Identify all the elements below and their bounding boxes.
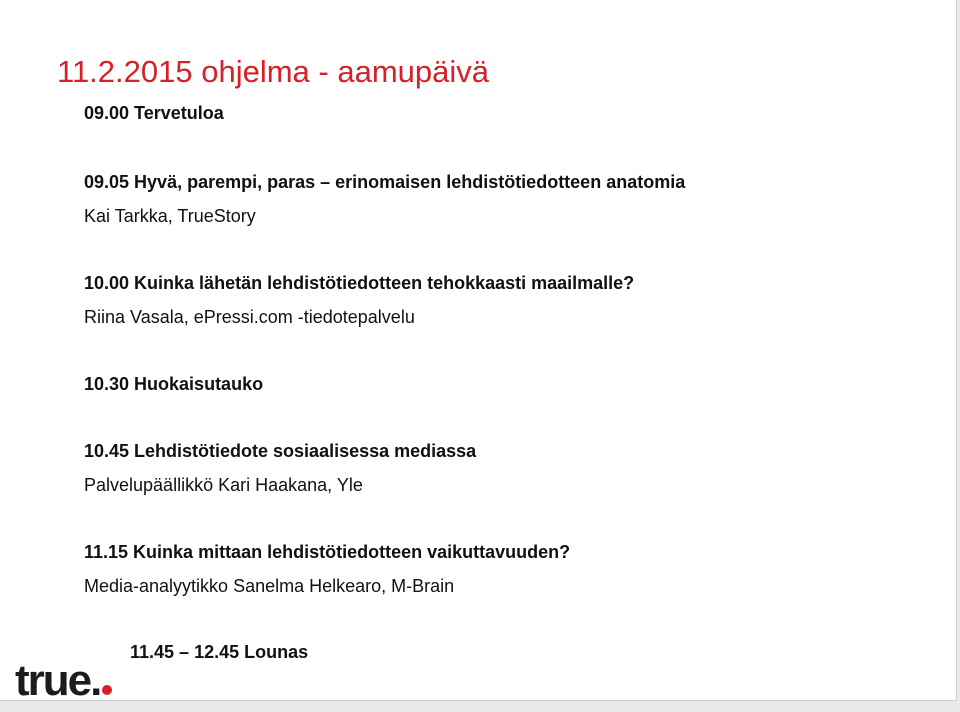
agenda-item-session-2-speaker: Riina Vasala, ePressi.com -tiedotepalvelu	[84, 307, 415, 327]
agenda-item-session-4-title: 11.15 Kuinka mittaan lehdistötiedotteen vaikuttavuuden?	[84, 542, 571, 562]
agenda-item-lunch: 11.45 – 12.45 Lounas	[130, 642, 309, 662]
page-title: 11.2.2015 ohjelma - aamupäivä	[57, 54, 489, 89]
agenda-item-welcome: 09.00 Tervetuloa	[84, 103, 224, 123]
agenda-item-session-3-title: 10.45 Lehdistötiedote sosiaalisessa mediassa	[84, 441, 477, 461]
true-logo-icon	[15, 654, 125, 704]
agenda-item-session-1-speaker: Kai Tarkka, TrueStory	[84, 206, 256, 226]
agenda-item-session-1-title: 09.05 Hyvä, parempi, paras – erinomaisen lehdistötiedotteen anatomia	[84, 172, 686, 192]
agenda-item-session-2-title: 10.00 Kuinka lähetän lehdistötiedotteen tehokkaasti maailmalle?	[84, 273, 635, 293]
agenda-item-session-4-speaker: Media-analyytikko Sanelma Helkearo, M-Brain	[84, 576, 455, 596]
logo-dot	[102, 685, 112, 695]
logo-text: true.	[15, 656, 101, 704]
agenda-item-session-3-speaker: Palvelupäällikkö Kari Haakana, Yle	[84, 475, 363, 495]
agenda-item-break: 10.30 Huokaisutauko	[84, 374, 264, 394]
